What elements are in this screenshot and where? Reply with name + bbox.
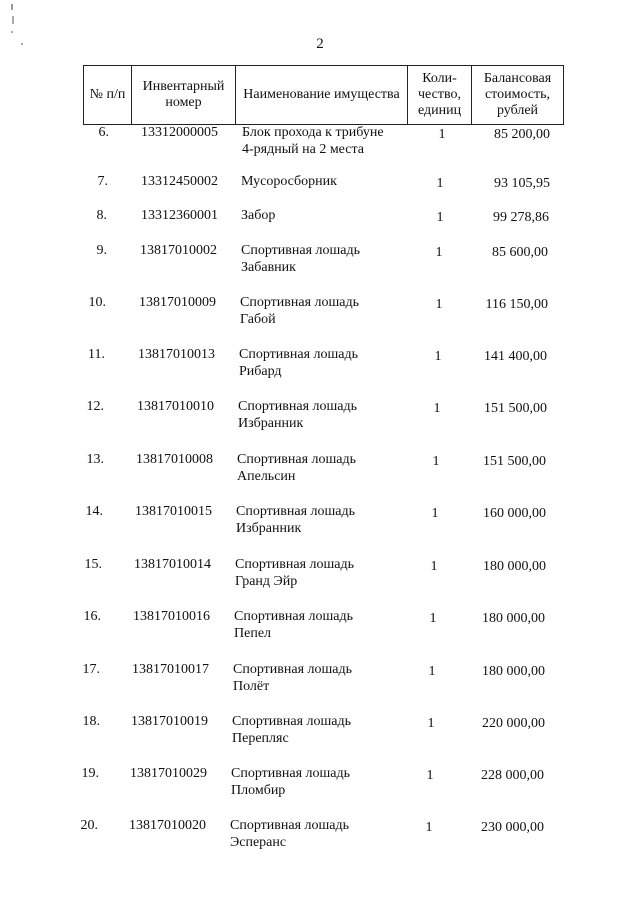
row-name-line1: Мусоросборник	[241, 174, 337, 189]
table-row	[0, 556, 640, 596]
row-inventory-number: 13312450002	[141, 174, 218, 189]
row-inventory-number: 13817010020	[129, 818, 206, 833]
row-value: 151 500,00	[483, 454, 546, 469]
row-value: 180 000,00	[482, 664, 545, 679]
table-row	[0, 207, 640, 247]
row-inventory-number: 13817010014	[134, 557, 211, 572]
page-number: 2	[316, 36, 324, 52]
row-value: 180 000,00	[482, 611, 545, 626]
row-name-line2: Апельсин	[237, 469, 296, 484]
row-inventory-number: 13817010016	[133, 609, 210, 624]
row-quantity: 1	[427, 716, 435, 731]
row-inventory-number: 13312000005	[141, 125, 218, 140]
table-row	[0, 661, 640, 701]
row-name-line1: Спортивная лошадь	[236, 504, 355, 519]
table-row	[0, 713, 640, 753]
row-value: 151 500,00	[484, 401, 547, 416]
row-index: 12.	[86, 399, 104, 414]
row-name-line1: Спортивная лошадь	[235, 557, 354, 572]
header-inventory-number: Инвентарный номер	[132, 66, 236, 125]
scan-edge-marks	[8, 2, 26, 62]
row-index: 16.	[83, 609, 101, 624]
row-name	[238, 398, 408, 432]
row-name-line1: Спортивная лошадь	[241, 243, 360, 258]
row-name	[236, 503, 406, 537]
header-property-name: Наименование имущества	[236, 66, 408, 125]
row-value: 93 105,95	[494, 176, 550, 191]
row-quantity: 1	[436, 210, 444, 225]
row-name	[232, 713, 402, 747]
header-no: № п/п	[84, 66, 132, 125]
row-index: 6.	[98, 125, 109, 140]
row-name-line2: Забавник	[241, 260, 296, 275]
row-quantity: 1	[433, 401, 441, 416]
row-quantity: 1	[431, 506, 439, 521]
row-inventory-number: 13312360001	[141, 208, 218, 223]
row-inventory-number: 13817010002	[140, 243, 217, 258]
row-index: 9.	[96, 243, 107, 258]
header-quantity: Коли-чество, единиц	[408, 66, 472, 125]
row-index: 8.	[96, 208, 107, 223]
header-balance-value: Балансовая стоимость, рублей	[472, 66, 564, 125]
row-inventory-number: 13817010017	[132, 662, 209, 677]
row-quantity: 1	[429, 611, 437, 626]
table-row	[0, 765, 640, 805]
row-index: 17.	[82, 662, 100, 677]
row-quantity: 1	[434, 349, 442, 364]
row-quantity: 1	[430, 559, 438, 574]
row-quantity: 1	[426, 768, 434, 783]
row-name	[239, 346, 409, 380]
table-row	[0, 608, 640, 648]
table-row	[0, 242, 640, 282]
row-inventory-number: 13817010029	[130, 766, 207, 781]
row-value: 160 000,00	[483, 506, 546, 521]
row-name	[231, 765, 401, 799]
row-value: 99 278,86	[493, 210, 549, 225]
row-name	[230, 817, 400, 851]
row-name-line2: Избранник	[238, 416, 304, 431]
row-index: 18.	[82, 714, 100, 729]
row-quantity: 1	[436, 176, 444, 191]
row-value: 180 000,00	[483, 559, 546, 574]
row-name-line1: Забор	[241, 208, 276, 223]
row-index: 11.	[88, 347, 105, 362]
row-value: 230 000,00	[481, 820, 544, 835]
row-name-line1: Спортивная лошадь	[231, 766, 350, 781]
row-quantity: 1	[435, 245, 443, 260]
row-quantity: 1	[432, 454, 440, 469]
row-name-line1: Спортивная лошадь	[232, 714, 351, 729]
table-row	[0, 451, 640, 491]
row-name-line1: Спортивная лошадь	[238, 399, 357, 414]
row-name-line1: Спортивная лошадь	[240, 295, 359, 310]
row-name	[241, 173, 411, 190]
row-name	[235, 556, 405, 590]
table-row	[0, 817, 640, 857]
row-name-line2: Рибард	[239, 364, 282, 379]
row-inventory-number: 13817010013	[138, 347, 215, 362]
row-index: 15.	[84, 557, 102, 572]
table-row	[0, 398, 640, 438]
row-index: 19.	[81, 766, 99, 781]
row-name-line2: Габой	[240, 312, 276, 327]
row-index: 7.	[97, 174, 108, 189]
table-row	[0, 294, 640, 334]
row-index: 13.	[86, 452, 104, 467]
row-name-line2: Пломбир	[231, 783, 286, 798]
row-value: 228 000,00	[481, 768, 544, 783]
row-name-line2: Полёт	[233, 679, 270, 694]
row-inventory-number: 13817010010	[137, 399, 214, 414]
row-name-line1: Спортивная лошадь	[239, 347, 358, 362]
row-name	[242, 124, 412, 158]
row-name-line1: Блок прохода к трибуне	[242, 125, 384, 140]
row-inventory-number: 13817010009	[139, 295, 216, 310]
row-name	[237, 451, 407, 485]
row-quantity: 1	[425, 820, 433, 835]
row-name	[241, 207, 411, 224]
row-name	[240, 294, 410, 328]
row-name	[241, 242, 411, 276]
row-name-line2: Избранник	[236, 521, 302, 536]
row-name	[234, 608, 404, 642]
row-quantity: 1	[428, 664, 436, 679]
row-name-line2: 4-рядный на 2 места	[242, 142, 364, 157]
row-name-line1: Спортивная лошадь	[233, 662, 352, 677]
row-name-line2: Пепел	[234, 626, 272, 641]
row-index: 10.	[88, 295, 106, 310]
row-inventory-number: 13817010008	[136, 452, 213, 467]
row-value: 116 150,00	[485, 297, 548, 312]
inventory-table-header	[83, 65, 564, 125]
row-name-line1: Спортивная лошадь	[237, 452, 356, 467]
row-name-line2: Перепляс	[232, 731, 289, 746]
row-inventory-number: 13817010019	[131, 714, 208, 729]
table-row	[0, 503, 640, 543]
row-name-line2: Гранд Эйр	[235, 574, 298, 589]
row-index: 14.	[85, 504, 103, 519]
row-quantity: 1	[438, 127, 446, 142]
row-inventory-number: 13817010015	[135, 504, 212, 519]
table-row	[0, 124, 640, 164]
row-name-line1: Спортивная лошадь	[234, 609, 353, 624]
row-name-line2: Эсперанс	[230, 835, 287, 850]
row-value: 220 000,00	[482, 716, 545, 731]
table-row	[0, 346, 640, 386]
row-value: 85 200,00	[494, 127, 550, 142]
row-index: 20.	[80, 818, 98, 833]
row-quantity: 1	[435, 297, 443, 312]
row-value: 85 600,00	[492, 245, 548, 260]
row-name-line1: Спортивная лошадь	[230, 818, 349, 833]
row-name	[233, 661, 403, 695]
row-value: 141 400,00	[484, 349, 547, 364]
